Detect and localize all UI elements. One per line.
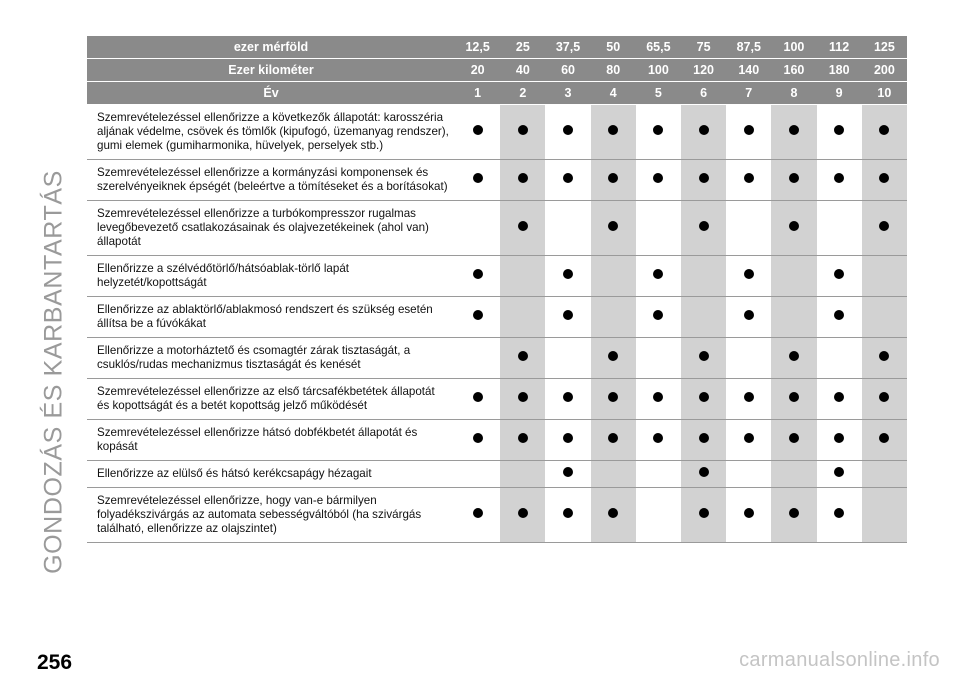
scheduled-dot-icon <box>608 433 618 443</box>
interval-cell <box>636 338 681 379</box>
header-interval: 65,5 <box>636 36 681 59</box>
interval-cell <box>726 297 771 338</box>
interval-cell <box>681 256 726 297</box>
header-row <box>87 82 907 105</box>
interval-cell <box>591 420 636 461</box>
scheduled-dot-icon <box>834 467 844 477</box>
interval-cell <box>681 461 726 488</box>
interval-cell <box>591 160 636 201</box>
header-interval: 140 <box>726 59 771 82</box>
interval-cell <box>726 105 771 160</box>
header-row <box>87 59 907 82</box>
scheduled-dot-icon <box>789 125 799 135</box>
header-interval: 8 <box>771 82 816 105</box>
interval-cell <box>726 160 771 201</box>
scheduled-dot-icon <box>744 310 754 320</box>
header-interval: 6 <box>681 82 726 105</box>
header-interval: 125 <box>862 36 907 59</box>
page-number: 256 <box>37 651 73 674</box>
interval-cell <box>726 420 771 461</box>
interval-cell <box>500 297 545 338</box>
header-label: ezer mérföld <box>87 36 455 59</box>
interval-cell <box>500 420 545 461</box>
scheduled-dot-icon <box>608 221 618 231</box>
interval-cell <box>817 297 862 338</box>
scheduled-dot-icon <box>563 310 573 320</box>
scheduled-dot-icon <box>879 433 889 443</box>
interval-cell <box>636 488 681 543</box>
scheduled-dot-icon <box>608 508 618 518</box>
header-interval: 200 <box>862 59 907 82</box>
table-row <box>87 420 907 461</box>
scheduled-dot-icon <box>744 173 754 183</box>
header-interval: 1 <box>455 82 500 105</box>
scheduled-dot-icon <box>789 433 799 443</box>
interval-cell <box>591 338 636 379</box>
task-description: Ellenőrizze a motorháztető és csomagtér zárak tisztaságát, a csuklós/rudas mechanizmus tisztaságát és kenését <box>87 338 455 379</box>
interval-cell <box>591 488 636 543</box>
interval-cell <box>500 338 545 379</box>
header-interval: 40 <box>500 59 545 82</box>
interval-cell <box>817 338 862 379</box>
scheduled-dot-icon <box>653 173 663 183</box>
scheduled-dot-icon <box>608 392 618 402</box>
scheduled-dot-icon <box>879 125 889 135</box>
interval-cell <box>771 338 816 379</box>
header-interval: 7 <box>726 82 771 105</box>
section-title: GONDOZÁS ÉS KARBANTARTÁS <box>39 170 68 574</box>
task-description: Szemrevételezéssel ellenőrizze a következők állapotát: karosszéria aljának védelme, csövek és tömlők (kipufogó, üzemanyag rendszer), gumi elemek (gumiharmonika, hüvelyek, perselyek stb.) <box>87 105 455 160</box>
interval-cell <box>455 461 500 488</box>
scheduled-dot-icon <box>518 221 528 231</box>
interval-cell <box>455 297 500 338</box>
header-interval: 3 <box>545 82 590 105</box>
scheduled-dot-icon <box>744 392 754 402</box>
scheduled-dot-icon <box>653 310 663 320</box>
interval-cell <box>862 297 907 338</box>
scheduled-dot-icon <box>608 125 618 135</box>
scheduled-dot-icon <box>608 351 618 361</box>
interval-cell <box>862 379 907 420</box>
scheduled-dot-icon <box>789 392 799 402</box>
scheduled-dot-icon <box>699 173 709 183</box>
interval-cell <box>545 420 590 461</box>
header-interval: 50 <box>591 36 636 59</box>
table-row <box>87 297 907 338</box>
scheduled-dot-icon <box>789 351 799 361</box>
interval-cell <box>545 379 590 420</box>
interval-cell <box>817 160 862 201</box>
scheduled-dot-icon <box>563 392 573 402</box>
interval-cell <box>681 201 726 256</box>
interval-cell <box>500 256 545 297</box>
interval-cell <box>636 297 681 338</box>
interval-cell <box>771 201 816 256</box>
interval-cell <box>545 297 590 338</box>
scheduled-dot-icon <box>473 310 483 320</box>
interval-cell <box>455 256 500 297</box>
interval-cell <box>636 105 681 160</box>
scheduled-dot-icon <box>699 221 709 231</box>
header-interval: 5 <box>636 82 681 105</box>
interval-cell <box>862 420 907 461</box>
interval-cell <box>771 379 816 420</box>
scheduled-dot-icon <box>518 392 528 402</box>
interval-cell <box>771 256 816 297</box>
interval-cell <box>771 420 816 461</box>
scheduled-dot-icon <box>473 433 483 443</box>
scheduled-dot-icon <box>518 508 528 518</box>
interval-cell <box>726 461 771 488</box>
interval-cell <box>545 160 590 201</box>
interval-cell <box>455 160 500 201</box>
scheduled-dot-icon <box>834 269 844 279</box>
header-interval: 160 <box>771 59 816 82</box>
scheduled-dot-icon <box>699 125 709 135</box>
interval-cell <box>455 338 500 379</box>
interval-cell <box>545 201 590 256</box>
interval-cell <box>817 488 862 543</box>
table-row <box>87 379 907 420</box>
scheduled-dot-icon <box>834 310 844 320</box>
interval-cell <box>726 379 771 420</box>
scheduled-dot-icon <box>653 433 663 443</box>
interval-cell <box>545 338 590 379</box>
scheduled-dot-icon <box>473 508 483 518</box>
interval-cell <box>771 160 816 201</box>
table-row <box>87 338 907 379</box>
header-interval: 20 <box>455 59 500 82</box>
interval-cell <box>817 201 862 256</box>
interval-cell <box>545 488 590 543</box>
interval-cell <box>455 379 500 420</box>
scheduled-dot-icon <box>834 173 844 183</box>
interval-cell <box>455 420 500 461</box>
interval-cell <box>817 420 862 461</box>
interval-cell <box>591 256 636 297</box>
scheduled-dot-icon <box>518 433 528 443</box>
interval-cell <box>500 379 545 420</box>
task-description: Szemrevételezéssel ellenőrizze az első tárcsafékbetétek állapotát és kopottságát és a betét kopottság jelző működését <box>87 379 455 420</box>
scheduled-dot-icon <box>653 392 663 402</box>
interval-cell <box>862 201 907 256</box>
interval-cell <box>455 488 500 543</box>
header-interval: 180 <box>817 59 862 82</box>
interval-cell <box>591 379 636 420</box>
interval-cell <box>817 379 862 420</box>
scheduled-dot-icon <box>563 269 573 279</box>
interval-cell <box>591 201 636 256</box>
interval-cell <box>636 160 681 201</box>
header-interval: 9 <box>817 82 862 105</box>
interval-cell <box>591 297 636 338</box>
scheduled-dot-icon <box>699 433 709 443</box>
scheduled-dot-icon <box>473 173 483 183</box>
scheduled-dot-icon <box>879 173 889 183</box>
interval-cell <box>500 461 545 488</box>
interval-cell <box>681 420 726 461</box>
scheduled-dot-icon <box>744 433 754 443</box>
interval-cell <box>681 379 726 420</box>
scheduled-dot-icon <box>518 351 528 361</box>
interval-cell <box>862 488 907 543</box>
interval-cell <box>771 297 816 338</box>
scheduled-dot-icon <box>653 269 663 279</box>
interval-cell <box>862 461 907 488</box>
interval-cell <box>726 256 771 297</box>
interval-cell <box>681 105 726 160</box>
interval-cell <box>771 488 816 543</box>
scheduled-dot-icon <box>789 508 799 518</box>
scheduled-dot-icon <box>563 125 573 135</box>
scheduled-dot-icon <box>699 392 709 402</box>
table-row <box>87 105 907 160</box>
scheduled-dot-icon <box>834 392 844 402</box>
scheduled-dot-icon <box>699 508 709 518</box>
header-interval: 25 <box>500 36 545 59</box>
scheduled-dot-icon <box>563 508 573 518</box>
interval-cell <box>636 461 681 488</box>
scheduled-dot-icon <box>834 508 844 518</box>
scheduled-dot-icon <box>744 269 754 279</box>
interval-cell <box>545 105 590 160</box>
scheduled-dot-icon <box>473 125 483 135</box>
scheduled-dot-icon <box>699 467 709 477</box>
task-description: Szemrevételezéssel ellenőrizze hátsó dobfékbetét állapotát és kopását <box>87 420 455 461</box>
header-interval: 120 <box>681 59 726 82</box>
interval-cell <box>817 105 862 160</box>
scheduled-dot-icon <box>834 125 844 135</box>
header-interval: 4 <box>591 82 636 105</box>
table-body <box>87 105 907 543</box>
scheduled-dot-icon <box>518 173 528 183</box>
maintenance-schedule-table <box>87 36 907 543</box>
header-interval: 87,5 <box>726 36 771 59</box>
interval-cell <box>862 256 907 297</box>
interval-cell <box>500 105 545 160</box>
header-label: Év <box>87 82 455 105</box>
scheduled-dot-icon <box>879 221 889 231</box>
task-description: Szemrevételezéssel ellenőrizze a turbókompresszor rugalmas levegőbevezető csatlakozásainak és olajvezetékeinek (ahol van) állapotát <box>87 201 455 256</box>
scheduled-dot-icon <box>518 125 528 135</box>
header-interval: 12,5 <box>455 36 500 59</box>
interval-cell <box>681 160 726 201</box>
task-description: Ellenőrizze az ablaktörlő/ablakmosó rendszert és szükség esetén állítsa be a fúvókákat <box>87 297 455 338</box>
task-description: Szemrevételezéssel ellenőrizze, hogy van-e bármilyen folyadékszivárgás az automata sebességváltóból (ha szivárgás található, ellenőrizze az olajszintet) <box>87 488 455 543</box>
interval-cell <box>455 105 500 160</box>
interval-cell <box>636 379 681 420</box>
interval-cell <box>817 461 862 488</box>
interval-cell <box>636 256 681 297</box>
header-interval: 112 <box>817 36 862 59</box>
scheduled-dot-icon <box>744 125 754 135</box>
interval-cell <box>771 461 816 488</box>
interval-cell <box>726 201 771 256</box>
interval-cell <box>591 105 636 160</box>
scheduled-dot-icon <box>608 173 618 183</box>
task-description: Ellenőrizze a szélvédőtörlő/hátsóablak-törlő lapát helyzetét/kopottságát <box>87 256 455 297</box>
interval-cell <box>545 256 590 297</box>
scheduled-dot-icon <box>473 269 483 279</box>
scheduled-dot-icon <box>653 125 663 135</box>
interval-cell <box>636 201 681 256</box>
interval-cell <box>771 105 816 160</box>
interval-cell <box>591 461 636 488</box>
interval-cell <box>545 461 590 488</box>
header-interval: 100 <box>771 36 816 59</box>
header-interval: 10 <box>862 82 907 105</box>
interval-cell <box>862 160 907 201</box>
header-interval: 60 <box>545 59 590 82</box>
task-description: Szemrevételezéssel ellenőrizze a kormányzási komponensek és szerelvényeiknek épségét (beleértve a tömítéseket és a borításokat) <box>87 160 455 201</box>
header-label: Ezer kilométer <box>87 59 455 82</box>
table-row <box>87 160 907 201</box>
header-interval: 80 <box>591 59 636 82</box>
interval-cell <box>726 488 771 543</box>
scheduled-dot-icon <box>563 433 573 443</box>
watermark: carmanualsonline.info <box>739 649 940 671</box>
table-row <box>87 201 907 256</box>
scheduled-dot-icon <box>699 351 709 361</box>
interval-cell <box>726 338 771 379</box>
interval-cell <box>681 488 726 543</box>
interval-cell <box>500 160 545 201</box>
interval-cell <box>500 201 545 256</box>
scheduled-dot-icon <box>473 392 483 402</box>
interval-cell <box>455 201 500 256</box>
table-row <box>87 256 907 297</box>
header-interval: 37,5 <box>545 36 590 59</box>
task-description: Ellenőrizze az elülső és hátsó kerékcsapágy hézagait <box>87 461 455 488</box>
scheduled-dot-icon <box>789 173 799 183</box>
header-interval: 75 <box>681 36 726 59</box>
interval-cell <box>500 488 545 543</box>
interval-cell <box>636 420 681 461</box>
scheduled-dot-icon <box>563 467 573 477</box>
scheduled-dot-icon <box>744 508 754 518</box>
scheduled-dot-icon <box>834 433 844 443</box>
interval-cell <box>681 338 726 379</box>
scheduled-dot-icon <box>879 351 889 361</box>
table-row <box>87 461 907 488</box>
header-interval: 2 <box>500 82 545 105</box>
header-interval: 100 <box>636 59 681 82</box>
table-row <box>87 488 907 543</box>
interval-cell <box>862 338 907 379</box>
scheduled-dot-icon <box>789 221 799 231</box>
interval-cell <box>681 297 726 338</box>
scheduled-dot-icon <box>563 173 573 183</box>
header-row <box>87 36 907 59</box>
table-header <box>87 36 907 105</box>
interval-cell <box>862 105 907 160</box>
scheduled-dot-icon <box>879 392 889 402</box>
interval-cell <box>817 256 862 297</box>
